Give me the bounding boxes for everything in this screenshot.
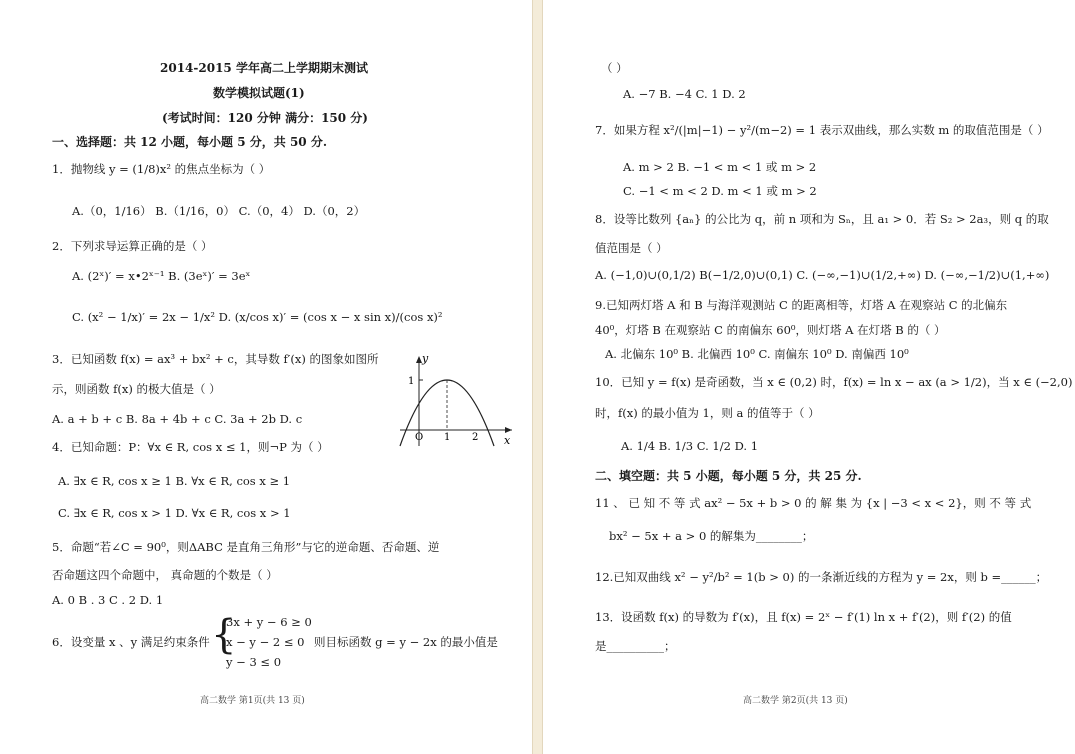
x-tick-label-2: 2 [472,432,479,443]
x-axis-label: x [504,434,511,447]
question-10-options: A. 1/4 B. 1/3 C. 1/2 D. 1 [621,439,759,453]
y-tick-label-1: 1 [408,376,415,387]
question-4-options-cd: C. ∃x ∈ R, cos x > 1 D. ∀x ∈ R, cos x > 1 [58,506,291,520]
question-9-options: A. 北偏东 10⁰ B. 北偏西 10⁰ C. 南偏东 10⁰ D. 南偏西 10⁰ [605,347,909,361]
page-left [0,0,532,754]
derivative-graph [390,352,520,447]
question-13-line-2: 是__________； [595,639,676,653]
question-2: 2．下列求导运算正确的是（ ） [52,239,213,253]
question-1: 1．抛物线 y = (1/8)x² 的焦点坐标为（ ） [52,162,271,176]
question-13-line-1: 13．设函数 f(x) 的导数为 f′(x)，且 f(x) = 2ˣ − f′(1) ln x + f′(2)，则 f′(2) 的值 [595,610,1012,624]
question-6-text: 6．设变量 x 、y 满足约束条件 [52,635,210,649]
question-12: 12.已知双曲线 x² − y²/b² = 1(b > 0) 的一条渐近线的方程为 y = 2x，则 b =______； [595,570,1048,584]
question-9-line-2: 40⁰，灯塔 B 在观察站 C 的南偏东 60⁰，则灯塔 A 在灯塔 B 的（ ） [595,323,946,337]
question-7-options-cd: C. −1 < m < 2 D. m < 1 或 m > 2 [623,184,817,198]
question-6-paren: （ ） [601,61,628,75]
exam-info: (考试时间：120 分钟 满分：150 分) [162,111,368,125]
origin-label: O [415,432,424,443]
section-1-heading: 一、选择题：共 12 小题，每小题 5 分，共 50 分. [52,135,327,149]
x-tick-label-1: 1 [444,432,451,443]
question-5-options: A. 0 B . 3 C . 2 D. 1 [52,593,164,607]
question-11-line-2: bx² − 5x + a > 0 的解集为________； [609,529,814,543]
question-5-line-1: 5．命题“若∠C = 90⁰，则ΔABC 是直角三角形”与它的逆命题、否命题、逆 [52,540,440,554]
question-3-options: A. a + b + c B. 8a + 4b + c C. 3a + 2b D. c [52,412,303,426]
question-11-line-1: 11 、 已 知 不 等 式 ax² − 5x + b > 0 的 解 集 为 {x | −3 < x < 2}，则 不 等 式 [595,496,1032,510]
question-4-options-ab: A. ∃x ∈ R, cos x ≥ 1 B. ∀x ∈ R, cos x ≥ 1 [58,474,291,488]
question-2-options-cd: C. (x² − 1/x)′ = 2x − 1/x² D. (x/cos x)′ = (cos x − x sin x)/(cos x)² [72,310,443,324]
question-5-line-2: 否命题这四个命题中， 真命题的个数是（ ） [52,568,278,582]
question-9-line-1: 9.已知两灯塔 A 和 B 与海洋观测站 C 的距离相等，灯塔 A 在观察站 C 的北偏东 [595,298,1008,312]
question-10-line-1: 10．已知 y = f(x) 是奇函数，当 x ∈ (0,2) 时，f(x) = ln x − ax (a > 1/2)，当 x ∈ (−2,0) [595,375,1073,389]
exam-subtitle: 数学模拟试题(1) [213,86,305,100]
question-8-line-2: 值范围是（ ） [595,241,668,255]
question-7-options-ab: A. m > 2 B. −1 < m < 1 或 m > 2 [623,160,817,174]
question-1-options: A.（0，1/16） B.（1/16，0） C.（0，4） D.（0，2） [72,204,366,218]
exam-title: 2014-2015 学年高二上学期期末测试 [160,61,368,75]
x-axis-arrow-icon [505,427,512,433]
question-6-constraint-1: 3x + y − 6 ≥ 0 [226,615,312,629]
question-10-line-2: 时，f(x) 的最小值为 1，则 a 的值等于（ ） [595,406,820,420]
footer-right: 高二数学 第2页(共 13 页) [743,696,848,706]
question-6-constraint-3: y − 3 ≤ 0 [226,655,282,669]
question-7: 7．如果方程 x²/(|m|−1) − y²/(m−2) = 1 表示双曲线，那么实数 m 的取值范围是（ ） [595,123,1049,137]
section-2-heading: 二、填空题：共 5 小题，每小题 5 分，共 25 分. [595,469,862,483]
question-4: 4．已知命题：P：∀x ∈ R, cos x ≤ 1，则¬P 为（ ） [52,440,329,454]
question-3-line-2: 示，则函数 f(x) 的极大值是（ ） [52,382,221,396]
footer-left: 高二数学 第1页(共 13 页) [200,696,305,706]
y-axis-label: y [422,352,429,365]
page-divider [532,0,543,754]
question-3-line-1: 3．已知函数 f(x) = ax³ + bx² + c，其导数 f′(x) 的图象如图所 [52,352,379,366]
question-6-options: A. −7 B. −4 C. 1 D. 2 [623,87,746,101]
question-8-line-1: 8．设等比数列 {aₙ} 的公比为 q，前 n 项和为 Sₙ，且 a₁ > 0．若 S₂ > 2a₃，则 q 的取 [595,212,1049,226]
question-2-options-ab: A. (2ˣ)′ = x•2ˣ⁻¹ B. (3eˣ)′ = 3eˣ [72,269,251,283]
page-right [543,0,1075,754]
question-8-options: A. (−1,0)∪(0,1/2) B(−1/2,0)∪(0,1) C. (−∞,−1)∪(1/2,+∞) D. (−∞,−1/2)∪(1,+∞) [595,268,1050,282]
question-6-tail: 则目标函数 g = y − 2x 的最小值是 [314,635,498,649]
question-6-constraint-2: x − y − 2 ≤ 0 [226,635,305,649]
constraint-brace: { [211,612,237,658]
